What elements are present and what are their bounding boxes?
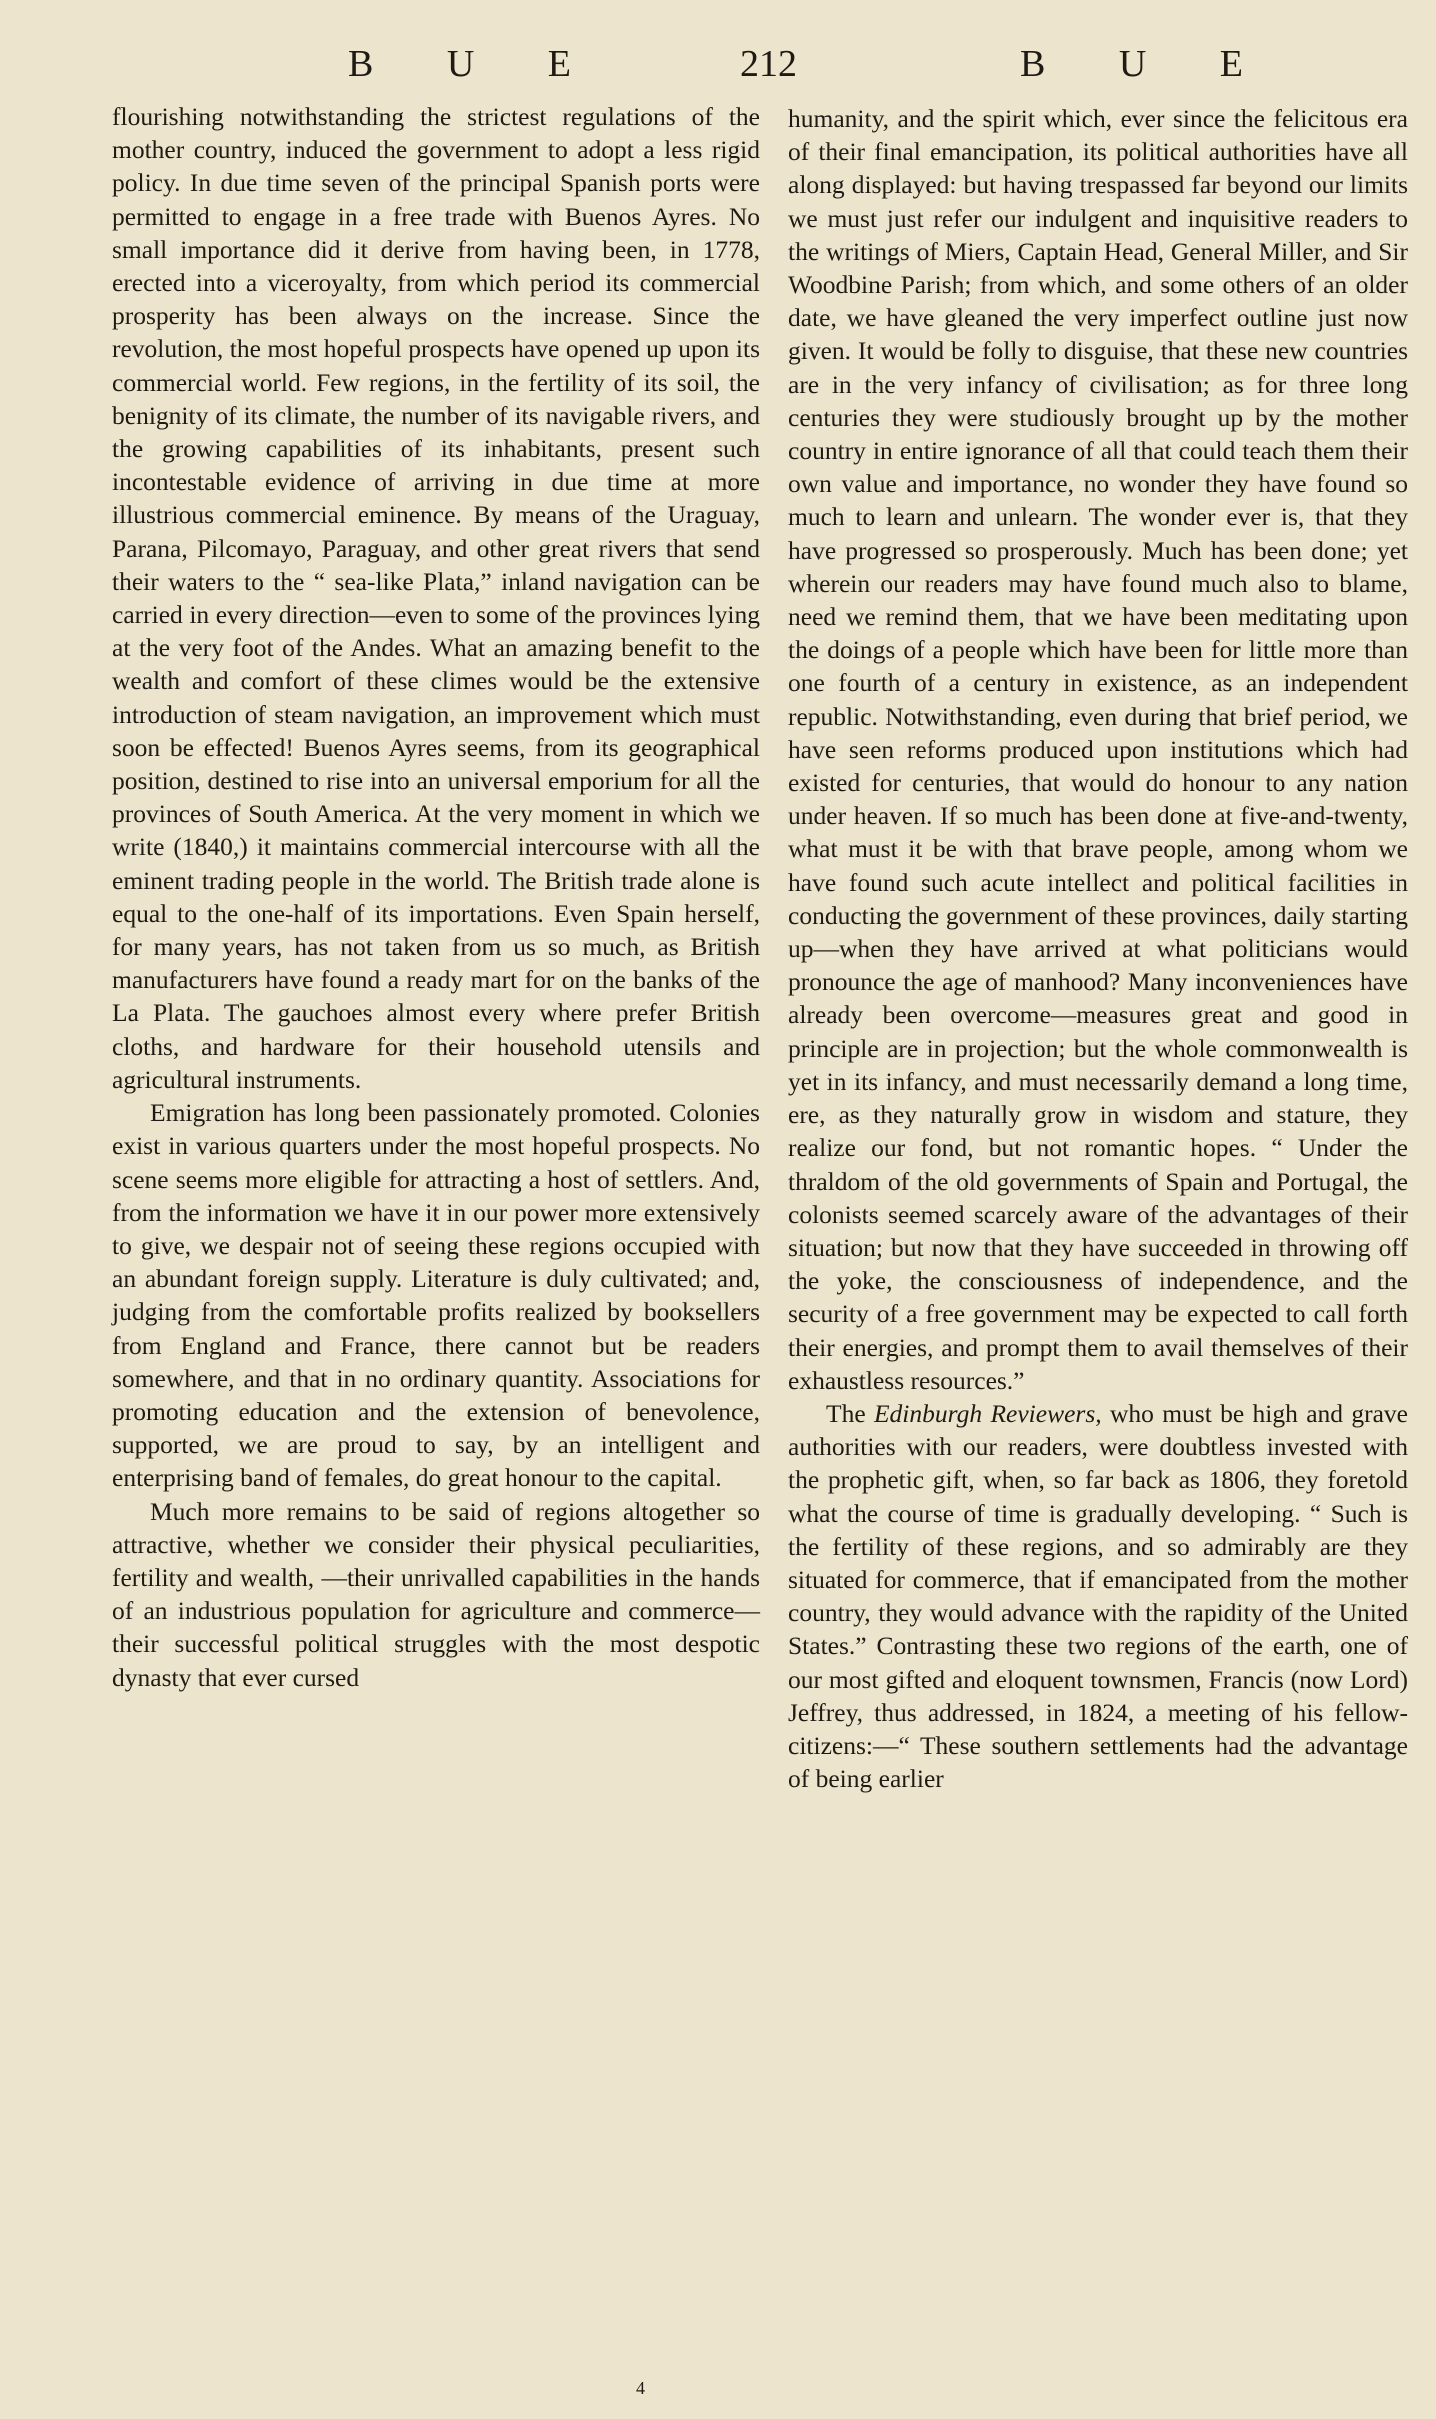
running-header: [100, 42, 1436, 92]
paragraph: [788, 1397, 1408, 1795]
paragraph: flourishing notwithstanding the strictest regulations of the mother country, induced the government to adopt a less rigid policy. In due time seven of the principal Spanish ports were permitted to engage in a free trade with Buenos Ayres. No small importance did it derive from having been, in 1778, erected into a viceroyalty, from which period its commercial prosperity has been always on the increase. Since the revolution, the most hopeful prospects have opened up upon its commercial world. Few regions, in the fertility of its soil, the benignity of its climate, the number of its navigable rivers, and the growing capabilities of its inhabitants, present such incontestable evidence of arriving in due time at more illustrious commercial eminence. By means of the Uraguay, Parana, Pilcomayo, Paraguay, and other great rivers that send their waters to the “ sea-like Plata,” inland navigation can be carried in every direction—even to some of the provinces lying at the very foot of the Andes. What an amazing benefit to the wealth and comfort of these climes would be the extensive introduction of steam navigation, an improvement which must soon be effected! Buenos Ayres seems, from its geographical position, destined to rise into an universal emporium for all the provinces of South America. At the very moment in which we write (1840,) it maintains commercial intercourse with all the eminent trading people in the world. The British trade alone is equal to the one-half of its importations. Even Spain herself, for many years, has not taken from us so much, as British manufacturers have found a ready mart for on the banks of the La Plata. The gauchoes almost every where prefer British cloths, and hardware for their household utensils and agricultural instruments.: [112, 102, 760, 1094]
right-column: [788, 102, 1408, 1795]
page-number: 212: [740, 43, 797, 85]
paragraph-lead: The: [826, 1398, 874, 1428]
paragraph: humanity, and the spirit which, ever since the felicitous era of their final emancipation, its political authorities have all along displayed: but having trespassed far beyond our limits we must just refer our indulgent and inquisitive readers to the writings of Miers, Captain Head, General Miller, and Sir Woodbine Parish; from which, and some others of an older date, we have gleaned the very imperfect outline just now given. It would be folly to disguise, that these new countries are in the very infancy of civilisation; as for three long centuries they were studiously brought up by the mother country in entire ignorance of all that could teach them their own value and importance, no wonder they have found so much to learn and unlearn. The wonder ever is, that they have progressed so prosperously. Much has been done; yet wherein our readers may have found much also to blame, need we remind them, that we have been meditating upon the doings of a people which have been for little more than one fourth of a century in existence, as an independent republic. Notwithstanding, even during that brief period, we have seen reforms produced upon institutions which had existed for centuries, that would do honour to any nation under heaven. If so much has been done at five-and-twenty, what must it be with that brave people, among whom we have found such acute intellect and political facilities in conducting the government of these provinces, daily starting up—when they have arrived at what politicians would pronounce the age of manhood? Many inconveniences have already been overcome—measures great and good in principle are in projection; but the whole commonwealth is yet in its infancy, and must necessarily demand a long time, ere, as they naturally grow in wisdom and stature, they realize our fond, but not romantic hopes. “ Under the thraldom of the old governments of Spain and Portugal, the colonists seemed scarcely aware of the advantages of their situation; but now that they have succeeded in throwing off the yoke, the consciousness of independence, and the security of a free government may be expected to call forth their energies, and prompt them to avail themselves of their exhaustless resources.”: [788, 104, 1408, 1395]
header-right-word: B U E: [1020, 43, 1261, 85]
paragraph-text: who must be high and grave authorities with our readers, were doubtless invested with the prophetic gift, when, so far back as 1806, they foretold what the course of time is gradually developing. “ Such is the fertility of these regions, and so admirably are they situated for commerce, that if emancipated from the mother country, they would advance with the rapidity of the United States.” Contrasting these two regions of the earth, one of our most gifted and eloquent townsmen, Francis (now Lord) Jeffrey, thus addressed, in 1824, a meeting of his fellow-citizens:—“ These southern settlements had the advantage of being earlier: [788, 1398, 1408, 1794]
paragraph: Much more remains to be said of regions altogether so attractive, whether we consider their physical peculiarities, fertility and wealth, —their unrivalled capabilities in the hands of an industrious population for agriculture and commerce—their successful political struggles with the most despotic dynasty that ever cursed: [112, 1496, 760, 1692]
left-column: [112, 100, 760, 1694]
header-left-word: B U E: [348, 43, 589, 85]
paragraph: Emigration has long been passionately promoted. Colonies exist in various quarters under the most hopeful prospects. No scene seems more eligible for attracting a host of settlers. And, from the information we have it in our power more extensively to give, we despair not of seeing these regions occupied with an abundant foreign supply. Literature is duly cultivated; and, judging from the comfortable profits realized by booksellers from England and France, there cannot but be readers somewhere, and that in no ordinary quantity. Associations for promoting education and the extension of benevolence, supported, we are proud to say, by an intelligent and enterprising band of females, do great honour to the capital.: [112, 1098, 760, 1493]
italic-title: Edinburgh Reviewers,: [873, 1398, 1102, 1428]
signature-mark: 4: [636, 2378, 645, 2398]
